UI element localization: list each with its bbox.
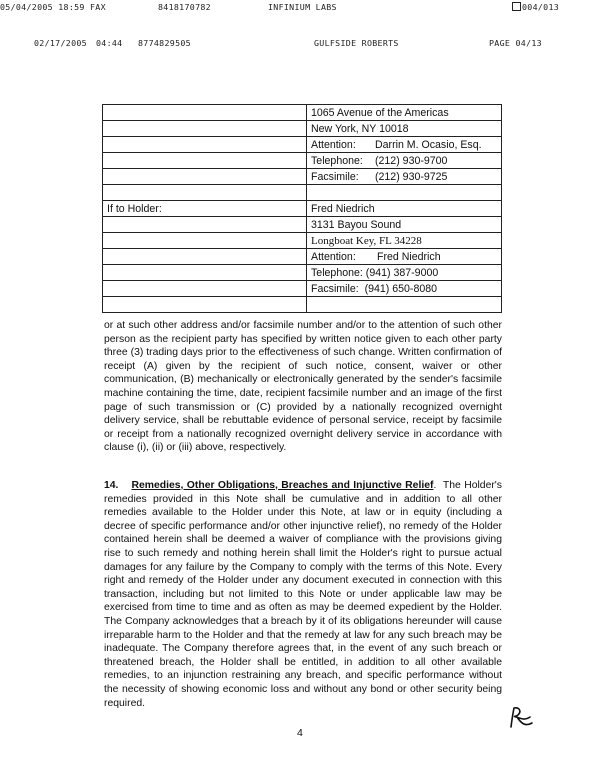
table-cell-right	[307, 281, 502, 297]
table-cell-right: 1065 Avenue of the Americas	[307, 105, 502, 121]
section-body: The Holder's remedies provided in this Note shall be cumulative and in addition to all other remedies available to the Holder under this Note, at law or in equity (including a decree of specific performance and/or other injunctive relief), no remedy of the Holder contained herein shall be deemed a waiver of compliance with the provisions giving rise to such remedy and nothing herein shall limit the Holder's right to pursue actual damages for any failure by the Company to comply with the terms of this Note. Every right and remedy of the Holder under any document executed in connection with this transaction, including but not limited to this Note or under applicable law may be exercised from time to time and as often as may be deemed expedient by the Holder. The Company acknowledges that a breach by it of its obligations hereunder will cause irreparable harm to the Holder and that the remedy at law for any such breach may be inadequate. The Company therefore agrees that, in the event of any such breach or threatened breach, the Holder shall be entitled, in addition to all other available remedies, to an injunction restraining any breach, and specific performance without the necessity of showing economic loss and without any bond or other security being required.	[104, 480, 502, 709]
table-cell-left	[103, 297, 307, 313]
table-row	[103, 217, 502, 233]
table-cell-right	[307, 137, 502, 153]
fax-header-line-1	[0, 2, 600, 14]
telephone-value: (941) 387-9000	[365, 266, 439, 279]
table-row	[103, 233, 502, 249]
table-row	[103, 201, 502, 217]
notice-paragraph: or at such other address and/or facsimile number and/or to the attention of such other person as the recipient party has specified by written notice given to each other party three (3) trading days prior to the effectiveness of such change. Written confirmation of receipt (A) given by the recipient of such notice, consent, waiver or other communication, (B) mechanically or electronically generated by the sender's facsimile machine containing the time, date, recipient facsimile number and an image of the first page of such transmission or (C) provided by a nationally recognized overnight delivery service, shall be rebuttable evidence of personal service, receipt by facsimile or receipt from a nationally recognized overnight delivery service in accordance with clause (i), (ii) or (iii) above, respectively.	[104, 320, 502, 454]
notice-address-table	[102, 104, 502, 313]
table-cell-right: New York, NY 10018	[307, 121, 502, 137]
table-cell-left	[103, 105, 307, 121]
holder-city: Longboat Key, FL 34228	[307, 233, 502, 249]
table-cell-left	[103, 217, 307, 233]
fax-datetime: 05/04/2005 18:59 FAX	[0, 2, 106, 12]
table-cell-right	[307, 185, 502, 201]
fax-number: 8418170782	[158, 2, 211, 12]
attention-label: Attention:	[311, 138, 356, 151]
attention-label: Attention:	[311, 250, 356, 263]
facsimile-value: (212) 930-9725	[375, 170, 448, 183]
table-cell-right	[307, 169, 502, 185]
table-cell-left	[103, 249, 307, 265]
page-number: 4	[297, 727, 303, 739]
table-row	[103, 137, 502, 153]
table-row	[103, 265, 502, 281]
table-cell-left	[103, 265, 307, 281]
fax-header-line-2	[0, 38, 600, 50]
fax2-time: 04:44	[96, 38, 123, 48]
fax2-number: 8774829505	[138, 38, 191, 48]
fax-page-indicator	[512, 2, 559, 12]
section-number: 14.	[104, 480, 119, 491]
holder-label: If to Holder:	[103, 201, 307, 217]
table-row	[103, 249, 502, 265]
fax2-date: 02/17/2005	[34, 38, 87, 48]
section-14-paragraph	[104, 479, 502, 710]
table-cell-left	[103, 281, 307, 297]
table-row	[103, 121, 502, 137]
table-cell-left	[103, 121, 307, 137]
fax2-page: PAGE 04/13	[489, 38, 542, 48]
table-row	[103, 185, 502, 201]
table-cell-left	[103, 137, 307, 153]
facsimile-label: Facsimile:	[311, 170, 359, 183]
table-cell-right	[307, 153, 502, 169]
fax-page-box-icon	[512, 2, 521, 11]
table-cell-right	[307, 297, 502, 313]
handwritten-initials-icon	[505, 705, 539, 731]
fax-page: 004/013	[522, 2, 560, 12]
attention-value: Fred Niedrich	[377, 250, 441, 263]
attention-value: Darrin M. Ocasio, Esq.	[375, 138, 482, 151]
table-row	[103, 105, 502, 121]
table-row	[103, 169, 502, 185]
table-cell-left	[103, 233, 307, 249]
table-cell-left	[103, 169, 307, 185]
fax-company: INFINIUM LABS	[268, 2, 337, 12]
table-row	[103, 281, 502, 297]
section-title: Remedies, Other Obligations, Breaches and Injunctive Relief	[131, 480, 434, 491]
table-cell-left	[103, 153, 307, 169]
fax2-sender: GULFSIDE ROBERTS	[314, 38, 399, 48]
facsimile-label: Facsimile:	[311, 282, 359, 295]
facsimile-value: (941) 650-8080	[364, 282, 438, 295]
section-title-period: .	[433, 480, 437, 491]
telephone-label: Telephone:	[311, 266, 363, 279]
telephone-label: Telephone:	[311, 154, 363, 167]
holder-street: 3131 Bayou Sound	[307, 217, 502, 233]
table-row	[103, 297, 502, 313]
telephone-value: (212) 930-9700	[375, 154, 448, 167]
table-row	[103, 153, 502, 169]
holder-name: Fred Niedrich	[307, 201, 502, 217]
table-cell-right	[307, 265, 502, 281]
table-cell-left	[103, 185, 307, 201]
table-cell-right	[307, 249, 502, 265]
